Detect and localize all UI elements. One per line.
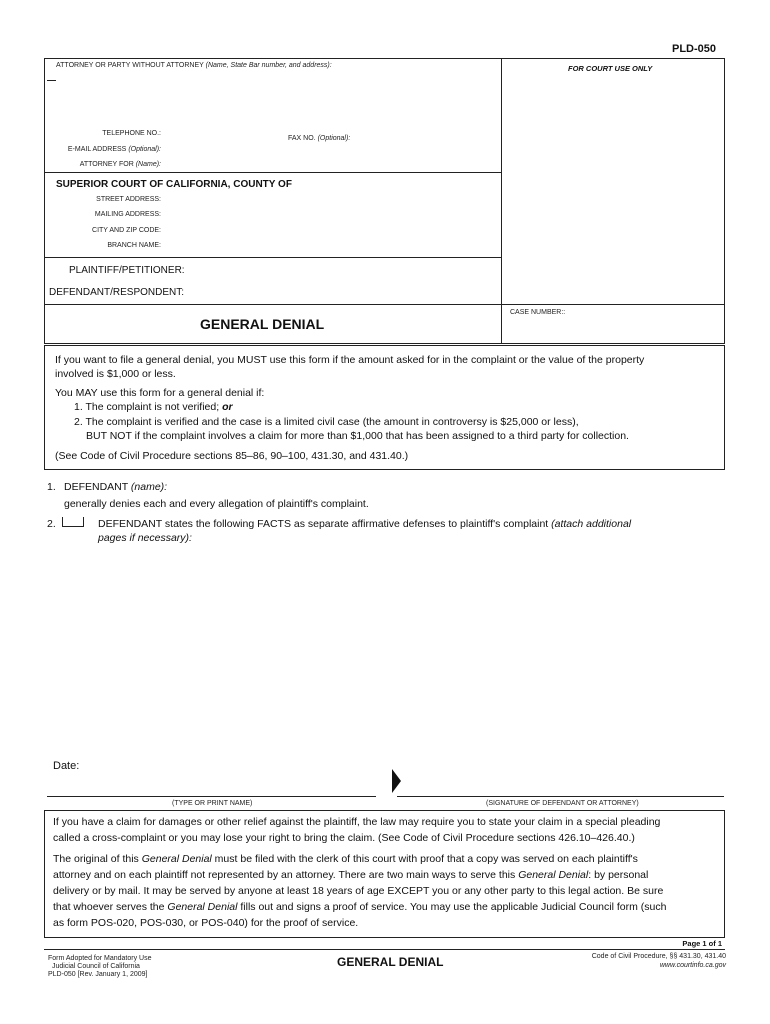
footer-adopted-2: Judicial Council of California <box>52 963 140 970</box>
footer-adopted-3: PLD-050 [Rev. January 1, 2009] <box>48 971 148 978</box>
date-field[interactable] <box>86 760 236 771</box>
instructions-item-1: 1. The complaint is not verified; or <box>74 401 233 413</box>
item-1-number: 1. <box>47 481 56 493</box>
attorney-for-field[interactable] <box>164 160 484 171</box>
date-label: Date: <box>53 760 80 772</box>
defendant-label: DEFENDANT/RESPONDENT: <box>49 287 185 298</box>
attorney-name-address-field[interactable] <box>58 72 488 122</box>
notice-p1-line-1: If you have a claim for damages or other relief against the plaintiff, the law may require you to state your claim in a special pleading <box>53 816 661 828</box>
footer-rule <box>44 949 725 950</box>
fax-field[interactable] <box>358 133 488 144</box>
page-number: Page 1 of 1 <box>682 939 722 948</box>
signature-arrow-icon <box>392 769 401 793</box>
court-use-heading: FOR COURT USE ONLY <box>568 64 653 73</box>
footer-code: Code of Civil Procedure, §§ 431.30, 431.40 <box>591 953 726 960</box>
form-title: GENERAL DENIAL <box>200 316 325 332</box>
print-name-line <box>47 796 376 797</box>
plaintiff-label: PLAINTIFF/PETITIONER: <box>69 265 185 276</box>
signature-label: (SIGNATURE OF DEFENDANT OR ATTORNEY) <box>486 800 639 807</box>
branch-name-field[interactable] <box>164 241 484 252</box>
print-name-label: (TYPE OR PRINT NAME) <box>172 800 253 807</box>
caption-divider <box>501 58 502 344</box>
city-zip-field[interactable] <box>164 226 484 237</box>
instructions-item-2: 2. The complaint is verified and the case is a limited civil case (the amount in controversy is $25,000 or less), <box>74 416 579 428</box>
affirmative-defenses-field[interactable] <box>60 550 720 745</box>
attorney-label: ATTORNEY OR PARTY WITHOUT ATTORNEY (Name, State Bar number, and address): <box>56 62 332 69</box>
defendant-field[interactable] <box>192 287 492 298</box>
instructions-item-2-cont: BUT NOT if the complaint involves a claim for more than $1,000 that has been assigned to a third party for collection. <box>86 430 629 442</box>
street-address-field[interactable] <box>164 195 484 206</box>
form-number: PLD-050 <box>672 43 717 55</box>
notice-p2-line-4: that whoever serves the General Denial fills out and signs a proof of service. You may use the applicable Judicial Council form (such <box>53 901 667 913</box>
telephone-field[interactable] <box>164 129 274 140</box>
print-name-field[interactable] <box>50 781 370 792</box>
signature-field[interactable] <box>406 781 721 792</box>
notice-p2-line-2: attorney and on each plaintiff not represented by an attorney. There are two main ways to serve this General Denial: by personal <box>53 869 649 881</box>
email-label: E-MAIL ADDRESS (Optional): <box>67 146 161 153</box>
fax-label: FAX NO. (Optional): <box>288 135 351 142</box>
footer-title: GENERAL DENIAL <box>337 955 444 969</box>
item-2-text-cont: pages if necessary): <box>98 532 192 544</box>
notice-p1-line-2: called a cross-complaint or you may lose your right to bring the claim. (See Code of Civil Procedure sections 426.10–426.40.) <box>53 832 635 844</box>
notice-p2-line-1: The original of this General Denial must be filed with the clerk of this court with proof that a copy was served on each plaintiff's <box>53 853 638 865</box>
footer-site: www.courtinfo.ca.gov <box>659 962 726 969</box>
case-number-label: CASE NUMBER:: <box>510 309 566 316</box>
notice-p2-line-5: as form POS-020, POS-030, or POS-040) for the proof of service. <box>53 917 359 929</box>
mailing-address-label: MAILING ADDRESS: <box>94 211 161 218</box>
email-field[interactable] <box>164 145 484 156</box>
telephone-label: TELEPHONE NO.: <box>102 130 161 137</box>
item-1-text: generally denies each and every allegation of plaintiff's complaint. <box>64 498 369 510</box>
city-zip-label: CITY AND ZIP CODE: <box>92 227 161 234</box>
notice-p2-line-3: delivery or by mail. It may be served by anyone at least 18 years of age EXCEPT you or any other party to this legal action. Be sure <box>53 885 664 897</box>
instructions-line-2: involved is $1,000 or less. <box>55 368 176 380</box>
affirmative-defenses-checkbox[interactable] <box>62 517 84 527</box>
case-number-field[interactable] <box>512 322 717 333</box>
defendant-name-field[interactable] <box>180 481 720 492</box>
signature-line <box>397 796 724 797</box>
attorney-for-label: ATTORNEY FOR (Name): <box>79 161 161 168</box>
mailing-address-field[interactable] <box>164 210 484 221</box>
branch-name-label: BRANCH NAME: <box>107 242 161 249</box>
instructions-see-code: (See Code of Civil Procedure sections 85–86, 90–100, 431.30, and 431.40.) <box>55 450 409 462</box>
item-2-text: DEFENDANT states the following FACTS as separate affirmative defenses to plaintiff's complaint (attach additional <box>98 518 632 530</box>
county-field[interactable] <box>296 179 491 190</box>
instructions-line-3: You MAY use this form for a general denial if: <box>55 387 265 399</box>
plaintiff-field[interactable] <box>192 265 492 276</box>
footer-adopted-1: Form Adopted for Mandatory Use <box>48 955 152 962</box>
item-2-number: 2. <box>47 518 56 530</box>
court-title: SUPERIOR COURT OF CALIFORNIA, COUNTY OF <box>56 179 292 190</box>
street-address-label: STREET ADDRESS: <box>96 196 161 203</box>
instructions-line-1: If you want to file a general denial, you MUST use this form if the amount asked for in the complaint or the value of the property <box>55 354 645 366</box>
item-1-label: DEFENDANT (name): <box>64 481 168 493</box>
